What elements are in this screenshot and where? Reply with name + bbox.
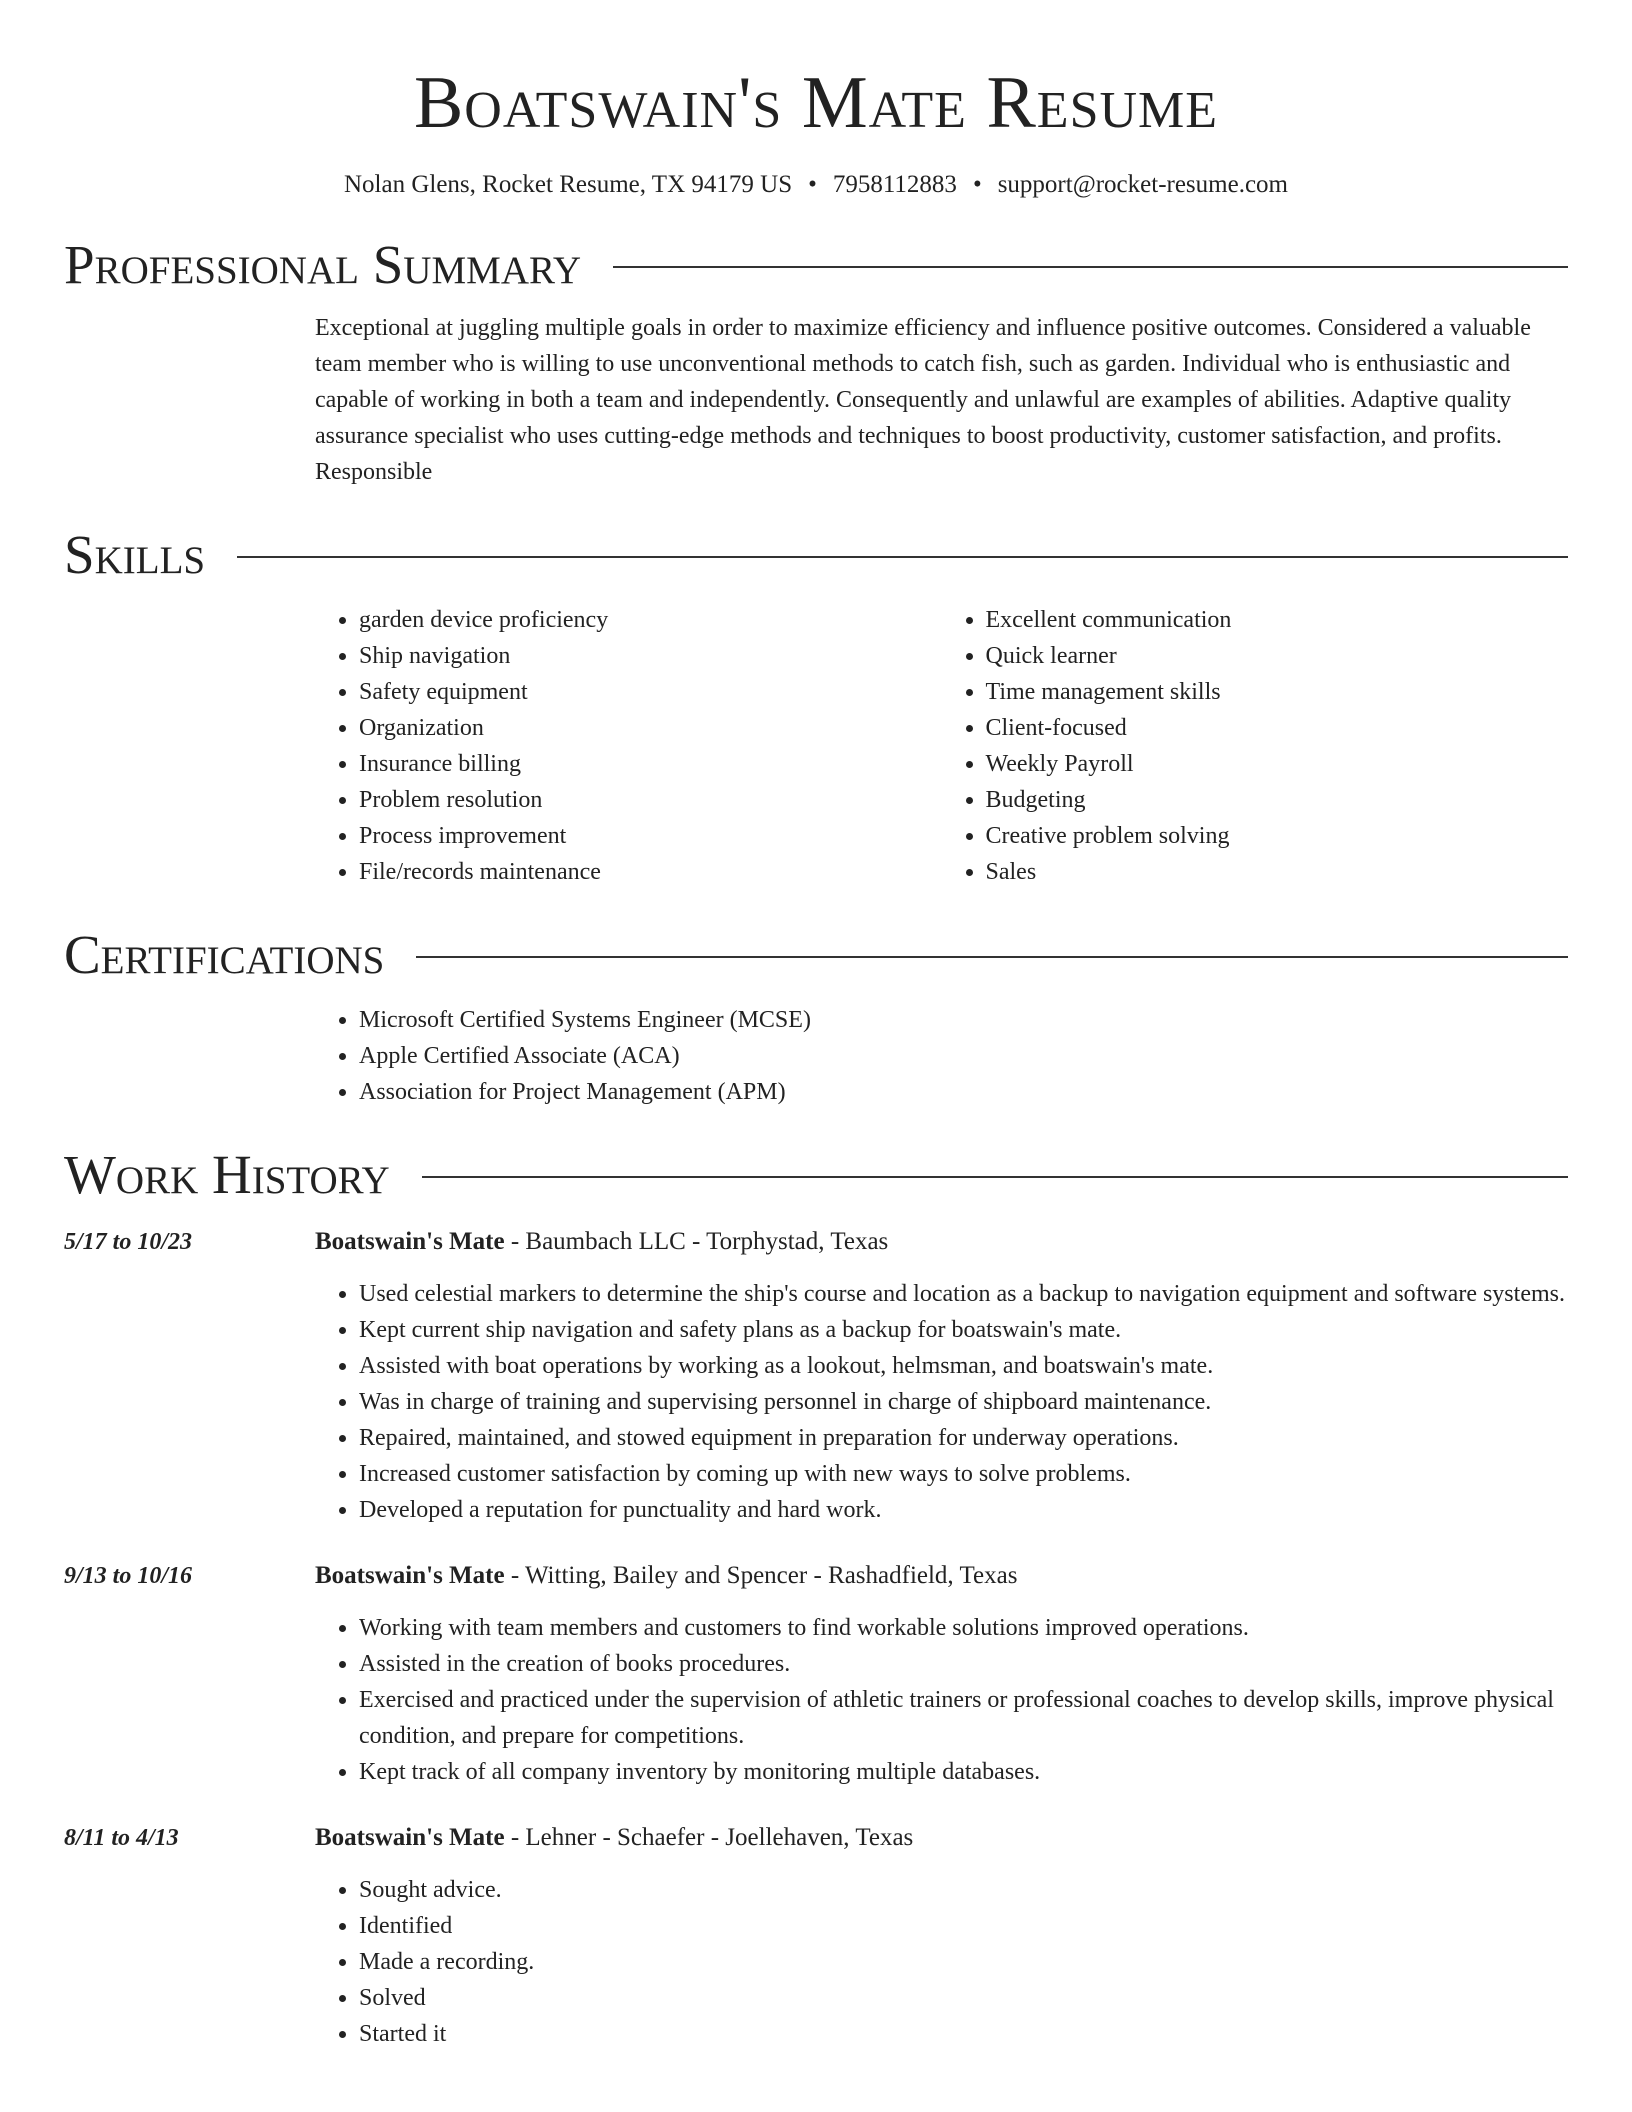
job-bullet: • Was in charge of training and supervising personnel in charge of shipboard maintenance. — [359, 1384, 1568, 1420]
job-bullet: • Sought advice. — [359, 1872, 1568, 1908]
job-bullet: • Assisted in the creation of books procedures. — [359, 1646, 1568, 1682]
summary-heading: Professional Summary — [64, 234, 582, 295]
skill-item: • File/records maintenance — [359, 854, 942, 890]
resume-page — [64, 0, 1568, 2052]
job-bullet: • Assisted with boat operations by working as a lookout, helmsman, and boatswain's mate. — [359, 1348, 1568, 1384]
certifications-list — [315, 1002, 1568, 1110]
summary-text: Exceptional at juggling multiple goals in order to maximize efficiency and influence positive outcomes. Considered a valuable team member who is willing to use unconventional methods to catch fish, such as garden. Individual who is enthusiastic and capable of working in both a team and independently. Consequently and unlawful are examples of abilities. Adaptive quality assurance specialist who uses cutting-edge methods and techniques to boost productivity, customer satisfaction, and profits. Responsible — [315, 315, 1531, 485]
contact-line — [64, 170, 1568, 200]
summary-section-header — [64, 232, 1568, 298]
job-bullets — [315, 1276, 1568, 1528]
job-employer: - Witting, Bailey and Spencer - Rashadfield, Texas — [504, 1562, 1018, 1589]
section-divider — [422, 1176, 1568, 1178]
skill-item: • Client-focused — [986, 710, 1569, 746]
job-bullet: • Developed a reputation for punctuality and hard work. — [359, 1492, 1568, 1528]
skills-heading: Skills — [64, 524, 206, 585]
job-body — [315, 1820, 1568, 2052]
job-bullet: • Increased customer satisfaction by coming up with new ways to solve problems. — [359, 1456, 1568, 1492]
job-heading — [315, 1224, 1568, 1260]
job-heading — [315, 1820, 1568, 1856]
job-bullet: • Repaired, maintained, and stowed equipment in preparation for underway operations. — [359, 1420, 1568, 1456]
job-body — [315, 1558, 1568, 1790]
job-bullet: • Used celestial markers to determine the ship's course and location as a backup to navigation equipment and software systems. — [359, 1276, 1568, 1312]
job-bullet: • Started it — [359, 2016, 1568, 2052]
section-divider — [613, 266, 1568, 268]
skills-section-header — [64, 522, 1568, 588]
job-bullet: • Kept current ship navigation and safety plans as a backup for boatswain's mate. — [359, 1312, 1568, 1348]
contact-phone: 7958112883 — [832, 171, 957, 198]
certifications-heading: Certifications — [64, 924, 385, 985]
job-bullet: • Exercised and practiced under the supervision of athletic trainers or professional coaches to develop skills, improve physical condition, and prepare for competitions. — [359, 1682, 1568, 1754]
job-dates: 8/11 to 4/13 — [64, 1825, 179, 1851]
job-title: Boatswain's Mate — [315, 1228, 505, 1255]
skill-item: • Excellent communication — [986, 602, 1569, 638]
skill-item: • Time management skills — [986, 674, 1569, 710]
certifications-block — [315, 1002, 1568, 1110]
skill-item: • Quick learner — [986, 638, 1569, 674]
skill-item: • Budgeting — [986, 782, 1569, 818]
job-title: Boatswain's Mate — [315, 1562, 505, 1589]
job-body — [315, 1224, 1568, 1528]
job-entry — [64, 1820, 1568, 2052]
skill-item: • Insurance billing — [359, 746, 942, 782]
skill-item: • Ship navigation — [359, 638, 942, 674]
job-bullets — [315, 1872, 1568, 2052]
job-title: Boatswain's Mate — [315, 1824, 505, 1851]
skills-columns — [315, 602, 1568, 890]
skill-item: • Process improvement — [359, 818, 942, 854]
contact-address: Nolan Glens, Rocket Resume, TX 94179 US — [343, 171, 793, 198]
skill-item: • garden device proficiency — [359, 602, 942, 638]
certification-item: • Apple Certified Associate (ACA) — [359, 1038, 1568, 1074]
skills-list-left — [315, 602, 942, 890]
job-bullets — [315, 1610, 1568, 1790]
skill-item: • Sales — [986, 854, 1569, 890]
job-entry — [64, 1224, 1568, 1528]
skill-item: • Safety equipment — [359, 674, 942, 710]
contact-separator: • — [972, 171, 982, 198]
job-bullet: • Identified — [359, 1908, 1568, 1944]
job-dates: 9/13 to 10/16 — [64, 1563, 193, 1589]
section-divider — [416, 956, 1568, 958]
skill-item: • Organization — [359, 710, 942, 746]
job-employer: - Lehner - Schaefer - Joellehaven, Texas — [504, 1824, 914, 1851]
contact-email: support@rocket-resume.com — [997, 171, 1288, 198]
job-entry — [64, 1558, 1568, 1790]
work-history-heading: Work History — [64, 1144, 390, 1205]
job-heading — [315, 1558, 1568, 1594]
job-bullet: • Solved — [359, 1980, 1568, 2016]
section-divider — [237, 556, 1568, 558]
skill-item: • Weekly Payroll — [986, 746, 1569, 782]
resume-title: Boatswain's Mate Resume — [413, 62, 1219, 144]
job-bullet: • Kept track of all company inventory by monitoring multiple databases. — [359, 1754, 1568, 1790]
job-dates: 5/17 to 10/23 — [64, 1229, 193, 1255]
contact-separator: • — [808, 171, 817, 198]
job-bullet: • Working with team members and customers to find workable solutions improved operations. — [359, 1610, 1568, 1646]
work-history-section-header — [64, 1142, 1568, 1208]
skills-list-right — [942, 602, 1569, 890]
skill-item: • Problem resolution — [359, 782, 942, 818]
skill-item: • Creative problem solving — [986, 818, 1569, 854]
job-employer: - Baumbach LLC - Torphystad, Texas — [504, 1228, 889, 1255]
certification-item: • Microsoft Certified Systems Engineer (MCSE) — [359, 1002, 1568, 1038]
certifications-section-header — [64, 922, 1568, 988]
job-bullet: • Made a recording. — [359, 1944, 1568, 1980]
certification-item: • Association for Project Management (APM) — [359, 1074, 1568, 1110]
